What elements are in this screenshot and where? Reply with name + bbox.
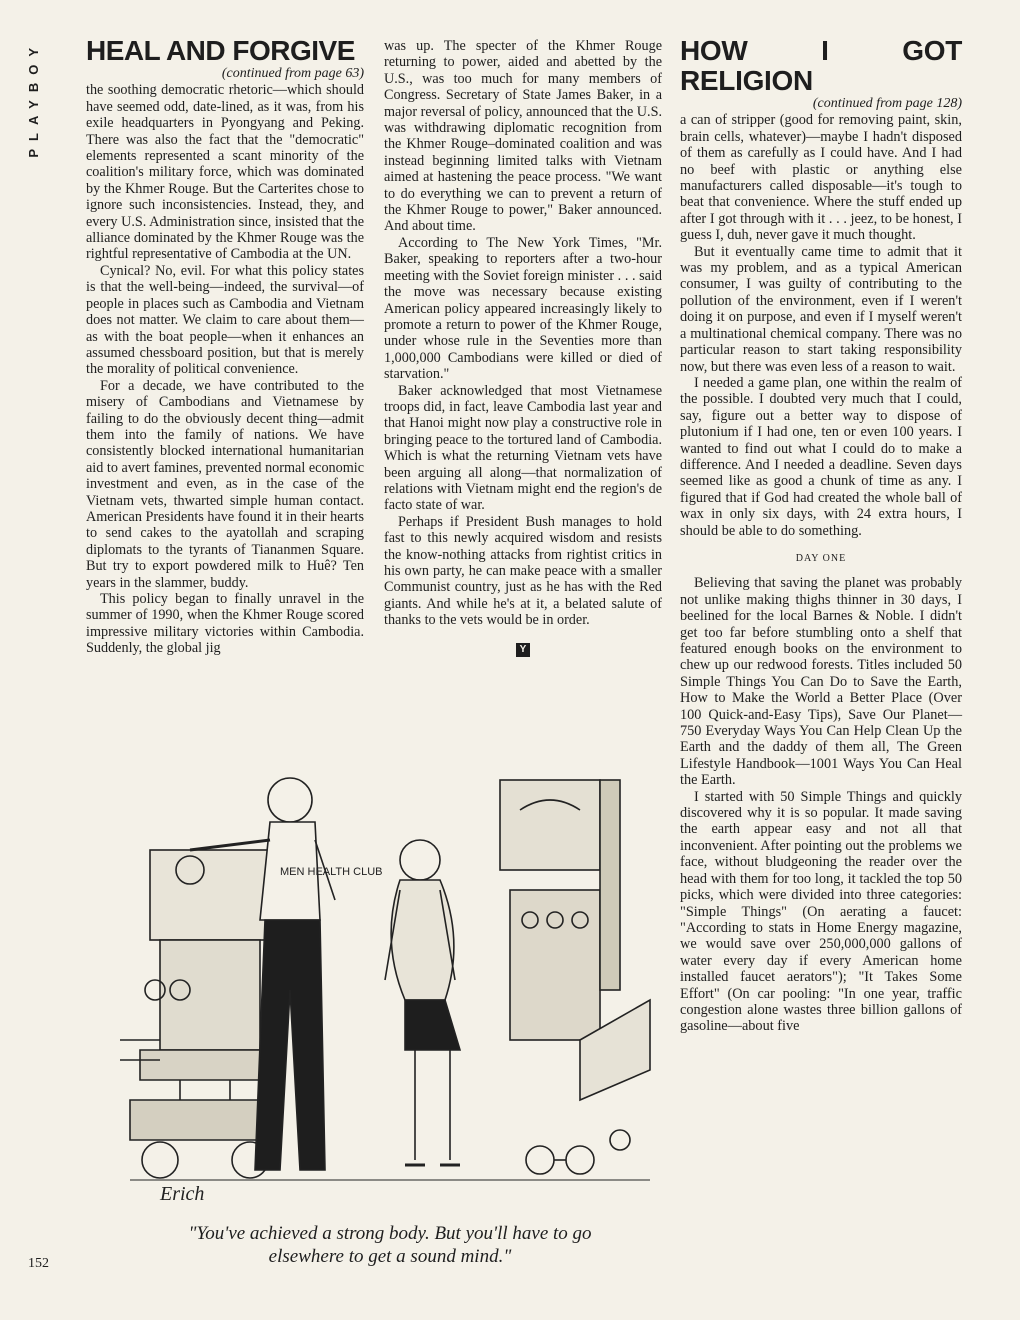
cartoon-illustration <box>120 740 660 1212</box>
caption-line2: elsewhere to get a sound mind." <box>268 1246 512 1267</box>
running-head: PLAYBOY <box>26 40 41 158</box>
page-number: 152 <box>28 1256 49 1271</box>
article1-continued: (continued from page 63) <box>221 66 364 81</box>
article1-paragraph: Cynical? No, evil. For what this policy states is that the well-being—indeed, the survival—of people in places such as Cambodia and Vietnam does not matter. We claim to care about them—as with the boat people—when it enhances an assumed chessboard position, but that is merely the morality of political convenience. <box>86 262 364 378</box>
article2-subhead: DAY ONE <box>795 552 847 564</box>
article1-paragraph: the soothing democratic rhetoric—which should have seemed odd, date-lined, as it was, from his exile headquarters in Pyongyang and Peking. There was also the fact that the "democratic" elements represented a scant minority of the coalition's military force, which was dominated by the Khmer Rouge. But the Carterites chose to ignore such inconsistencies. Instead, they, and every U.S. Administration since, insisted that the alliance dominated by the Khmer Rouge was the rightful representative of Cambodia at the UN. <box>86 82 364 263</box>
article2-paragraph: But it eventually came time to admit that it was my problem, and as a typical American consumer, I was guilty of contributing to the pollution of the environment, even if I weren't doing it on purpose, and even if I myself weren't a multinational chemical company. There was no particular reason to start taking responsibility now, but there was even less of a reason to wait. <box>680 243 962 375</box>
caption-line1: "You've achieved a strong body. But you'll have to go <box>188 1223 592 1244</box>
article1-column2 <box>384 38 662 657</box>
article1-paragraph: Baker acknowledged that most Vietnamese troops did, in fact, leave Cambodia last year and that Hanoi might now play a constructive role in bringing peace to the tortured land of Cambodia. Which is what the returning Vietnam vets have been arguing all along—that normalization of relations with Vietnam might end the region's de facto state of war. <box>384 382 662 514</box>
article1-title: HEAL AND FORGIVE <box>86 35 355 66</box>
article2-column <box>680 36 962 1035</box>
article2-continued: (continued from page 128) <box>812 96 962 111</box>
article2-paragraph: Believing that saving the planet was probably not unlike making thighs thinner in 30 days, I beelined for the local Barnes & Noble. I didn't get too far before stumbling onto a shelf that featured enough books on the environment to chew up our redwood forests. Titles included 50 Simple Things You Can Do to Save the Earth, How to Make the World a Better Place (Over 100 Quick-and-Easy Tips), Save Our Planet—750 Everyday Ways You Can Help Clean Up the Earth and the daddy of them all, The Green Lifestyle Handbook—1001 Ways You Can Heal the Earth. <box>680 575 962 789</box>
artist-signature: Erich <box>160 1183 205 1205</box>
article1-paragraph: According to The New York Times, "Mr. Baker, speaking to reporters after a two-hour meeting with the Soviet foreign minister . . . said the move was necessary because existing American policy appeared increasingly likely to promote a return to power of the Khmer Rouge, under whose rule in the Seventies more than 1,000,000 Cambodians were killed or died of starvation." <box>384 234 662 383</box>
article2-paragraph: a can of stripper (good for removing paint, skin, brain cells, whatever)—maybe I hadn't disposed of them as carefully as I could have. And I had no beef with plastic or anything else manufacturers called disposable—it's tough to beat that convenience. Where the stuff ended up after I got through with it . . . jeez, to be honest, I guess I, duh, never gave it much thought. <box>680 112 962 244</box>
article1-paragraph: For a decade, we have contributed to the misery of Cambodians and Vietnamese by failing to do the obviously decent thing—admit them into the family of nations. We have consistently blocked international humanitarian aid to avert famines, prevented normal economic investment and even, as in the case of the Vietnam vets, thwarted simple human contact. American Presidents have found it in their hearts to send cakes to the ayatollah and scraping diplomats to the tyrants of Tiananmen Square. But try to export powdered milk to Huê? Ten years in the slammer, buddy. <box>86 377 364 591</box>
article1-column1 <box>86 36 364 657</box>
cartoon-caption <box>140 1222 640 1268</box>
article2-paragraph: I needed a game plan, one within the realm of the possible. I doubted very much that I could, say, figure out a better way to dispose of plutonium if I had one, ten or even 100 years. I wanted to find out what I could do to make a difference. And I needed a deadline. Seven days seemed like as good a chunk of time as any. I figured that if God had created the whole ball of wax in only six days, with 24 extra hours, I should be able to do something. <box>680 374 962 539</box>
article2-paragraph: I started with 50 Simple Things and quickly discovered why it is so popular. It made saving the earth appear easy and not all that inconvenient. After pointing out the problems we face, without bludgeoning the reader over the head with them for too long, it tackled the top 50 picks, which were divided into three categories: "Simple Things" (On aerating a faucet: "According to stats in Home Energy magazine, we would save over 250,000,000 gallons of water every day if every American home installed faucet aerators"); "It Takes Some Effort" (On car pooling: "In one year, traffic congestion alone wastes three billion gallons of gasoline—about five <box>680 788 962 1035</box>
shirt-text: MEN HEALTH CLUB <box>280 866 383 878</box>
end-mark-icon: Y <box>516 643 530 657</box>
article1-paragraph: was up. The specter of the Khmer Rouge returning to power, aided and abetted by the U.S., was too much for many members of Congress. Secretary of State James Baker, in a major reversal of policy, announced that the U.S. was withdrawing diplomatic recognition from the Khmer Rouge–dominated coalition and was instead beginning limited talks with Vietnam aimed at hastening the peace process. "We want to do everything we can to prevent a return of the Khmer Rouge to power," Baker announced. And about time. <box>384 38 663 235</box>
article1-paragraph: This policy began to finally unravel in the summer of 1990, when the Khmer Rouge scored impressive military victories within Cambodia. Suddenly, the global jig <box>86 591 364 657</box>
article2-title: HOW I GOT RELIGION <box>680 35 962 96</box>
article1-paragraph: Perhaps if President Bush manages to hold fast to this newly acquired wisdom and resists the know-nothing attacks from rightist critics in his own party, he can make peace with a smaller Communist country, just as he has with the Red giants. And while he's at it, a belated salute of thanks to the vets would be in order. <box>384 513 662 629</box>
